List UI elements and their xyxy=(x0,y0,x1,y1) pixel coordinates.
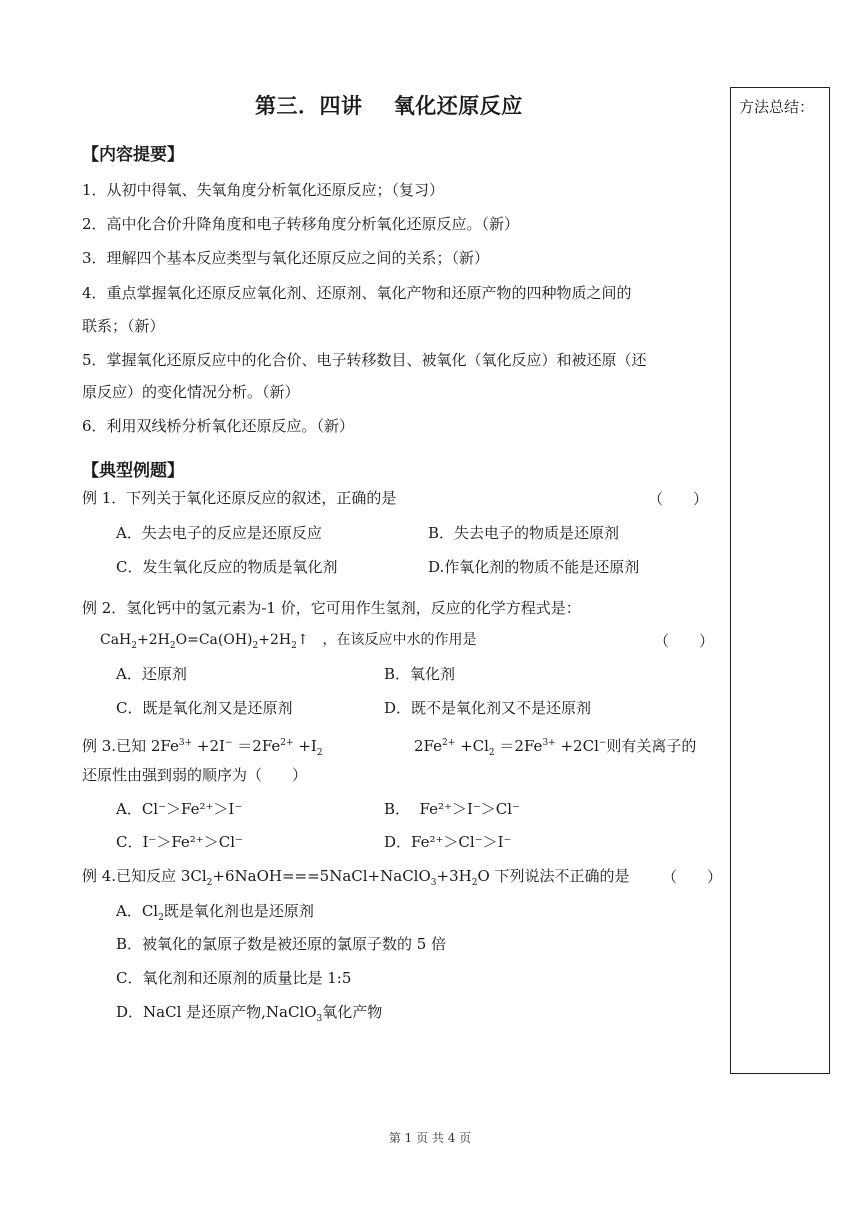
ex3-question: 还原性由强到弱的顺序为（ ） xyxy=(82,766,308,784)
ex4-option-d xyxy=(116,1002,382,1029)
summary-item-1: 1．从初中得氧、失氧角度分析氧化还原反应；（复习） xyxy=(82,181,445,199)
ex2-option-b: B．氧化剂 xyxy=(384,665,456,683)
summary-item-4-cont: 联系；（新） xyxy=(82,317,165,335)
summary-item-4: 4．重点掌握氧化还原反应氧化剂、还原剂、氧化产物和还原产物的四种物质之间的 xyxy=(82,284,632,302)
ex1-option-b: B．失去电子的物质是还原剂 xyxy=(428,524,620,542)
ex4-sub: 2 xyxy=(158,913,164,923)
ex2-sub: 2 xyxy=(291,640,297,651)
ex3-sup: 2+ xyxy=(442,738,456,748)
ex4-text: 氧化产物 xyxy=(322,1003,383,1021)
ex4-option-b: B．被氧化的氯原子数是被还原的氯原子数的 5 倍 xyxy=(116,935,447,953)
ex1-option-d: D.作氧化剂的物质不能是还原剂 xyxy=(428,558,640,576)
ex3-eq-part: 2Fe xyxy=(414,737,443,755)
ex4-sub: 2 xyxy=(206,878,213,888)
ex2-option-d: D．既不是氧化剂又不是还原剂 xyxy=(384,699,592,717)
summary-heading: 【内容提要】 xyxy=(82,145,184,165)
page-title: 第三．四讲 氧化还原反应 xyxy=(255,94,523,118)
ex4-option-a xyxy=(116,901,314,928)
method-summary-box xyxy=(730,87,830,1074)
page-footer: 第 1 页 共 4 页 xyxy=(388,1131,472,1145)
ex3-option-d: D．Fe²⁺＞Cl⁻＞I⁻ xyxy=(384,833,512,851)
ex3-lead: 例 3.已知 xyxy=(82,737,151,755)
summary-item-3: 3．理解四个基本反应类型与氧化还原反应之间的关系；（新） xyxy=(82,249,490,267)
ex4-eq-part: +3H xyxy=(436,867,472,885)
ex1-answer-blank: （ ） xyxy=(648,490,709,508)
ex4-eq-part: 例 4.已知反应 3Cl xyxy=(82,867,207,885)
ex2-option-c: C．既是氧化剂又是还原剂 xyxy=(116,699,293,717)
ex4-option-c: C．氧化剂和还原剂的质量比是 1:5 xyxy=(116,969,352,987)
ex2-option-a: A．还原剂 xyxy=(116,665,187,683)
ex2-answer-blank: （ ） xyxy=(654,632,715,650)
ex3-eq-part: ＝2Fe xyxy=(232,737,281,755)
ex3-sup: 2+ xyxy=(280,738,294,748)
ex2-eq-part: CaH xyxy=(100,632,132,648)
ex4-stem xyxy=(82,866,630,893)
ex4-eq-part: O 下列说法不正确的是 xyxy=(477,867,630,885)
ex4-text: D．NaCl 是还原产物,NaClO xyxy=(116,1003,317,1021)
ex2-eq-part: +2H xyxy=(258,632,292,648)
ex4-text: A．Cl xyxy=(116,902,159,920)
examples-heading: 【典型例题】 xyxy=(82,461,184,481)
method-summary-label: 方法总结： xyxy=(739,98,815,116)
ex4-answer-blank: （ ） xyxy=(662,868,723,886)
ex2-stem: 例 2．氢化钙中的氢元素为-1 价，它可用作生氢剂，反应的化学方程式是： xyxy=(82,599,581,617)
ex4-text: 既是氧化剂也是还原剂 xyxy=(163,902,314,920)
ex3-eq-part: 2Fe xyxy=(150,737,179,755)
summary-item-5-cont: 原反应）的变化情况分析。（新） xyxy=(82,383,300,401)
ex3-eq-part: +Cl xyxy=(455,737,489,755)
summary-item-5: 5．掌握氧化还原反应中的化合价、电子转移数目、被氧化（氧化反应）和被还原（还 xyxy=(82,351,647,369)
ex2-sub: 2 xyxy=(169,640,176,651)
summary-item-6: 6．利用双线桥分析氧化还原反应。（新） xyxy=(82,417,355,435)
ex3-option-a: A．Cl⁻＞Fe²⁺＞I⁻ xyxy=(116,800,243,818)
ex3-sup: 3+ xyxy=(542,738,556,748)
ex2-eq-part: ↑ ，在该反应中水的作用是 xyxy=(296,632,477,648)
summary-item-2: 2．高中化合价升降角度和电子转移角度分析氧化还原反应。（新） xyxy=(82,215,520,233)
ex3-sup: − xyxy=(598,738,607,748)
ex2-eq-part: +2H xyxy=(137,632,170,648)
ex3-eq-part: +I xyxy=(293,737,317,755)
ex4-sub: 3 xyxy=(316,1014,323,1024)
ex3-eq-part: +2Cl xyxy=(555,737,599,755)
ex3-sup: 3+ xyxy=(178,738,193,748)
ex3-reaction-1 xyxy=(150,737,323,758)
ex3-sub: 2 xyxy=(488,748,495,758)
ex3-reaction-2 xyxy=(414,733,696,763)
ex3-eq-part: ＝2Fe xyxy=(494,737,543,755)
ex4-sub: 3 xyxy=(430,878,437,888)
ex4-sub: 2 xyxy=(471,878,478,888)
ex3-sup: − xyxy=(224,738,233,748)
ex4-eq-part: +6NaOH===5NaCl+NaClO xyxy=(212,867,431,885)
ex2-sub: 2 xyxy=(131,640,138,651)
ex3-stem xyxy=(82,733,323,763)
ex3-option-b: B． Fe²⁺＞I⁻＞Cl⁻ xyxy=(384,800,520,818)
ex2-sub: 2 xyxy=(252,640,259,651)
ex1-option-c: C．发生氧化反应的物质是氧化剂 xyxy=(116,558,338,576)
ex2-equation xyxy=(100,630,477,656)
ex3-option-c: C．I⁻＞Fe²⁺＞Cl⁻ xyxy=(116,833,243,851)
ex3-eq-part: 则有关离子的 xyxy=(606,737,697,755)
ex2-eq-part: O=Ca(OH) xyxy=(175,632,253,648)
ex3-eq-part: +2I xyxy=(192,737,225,755)
ex3-sub: 2 xyxy=(316,748,323,758)
ex1-stem: 例 1．下列关于氧化还原反应的叙述，正确的是 xyxy=(82,489,397,507)
ex1-option-a: A．失去电子的反应是还原反应 xyxy=(116,524,322,542)
